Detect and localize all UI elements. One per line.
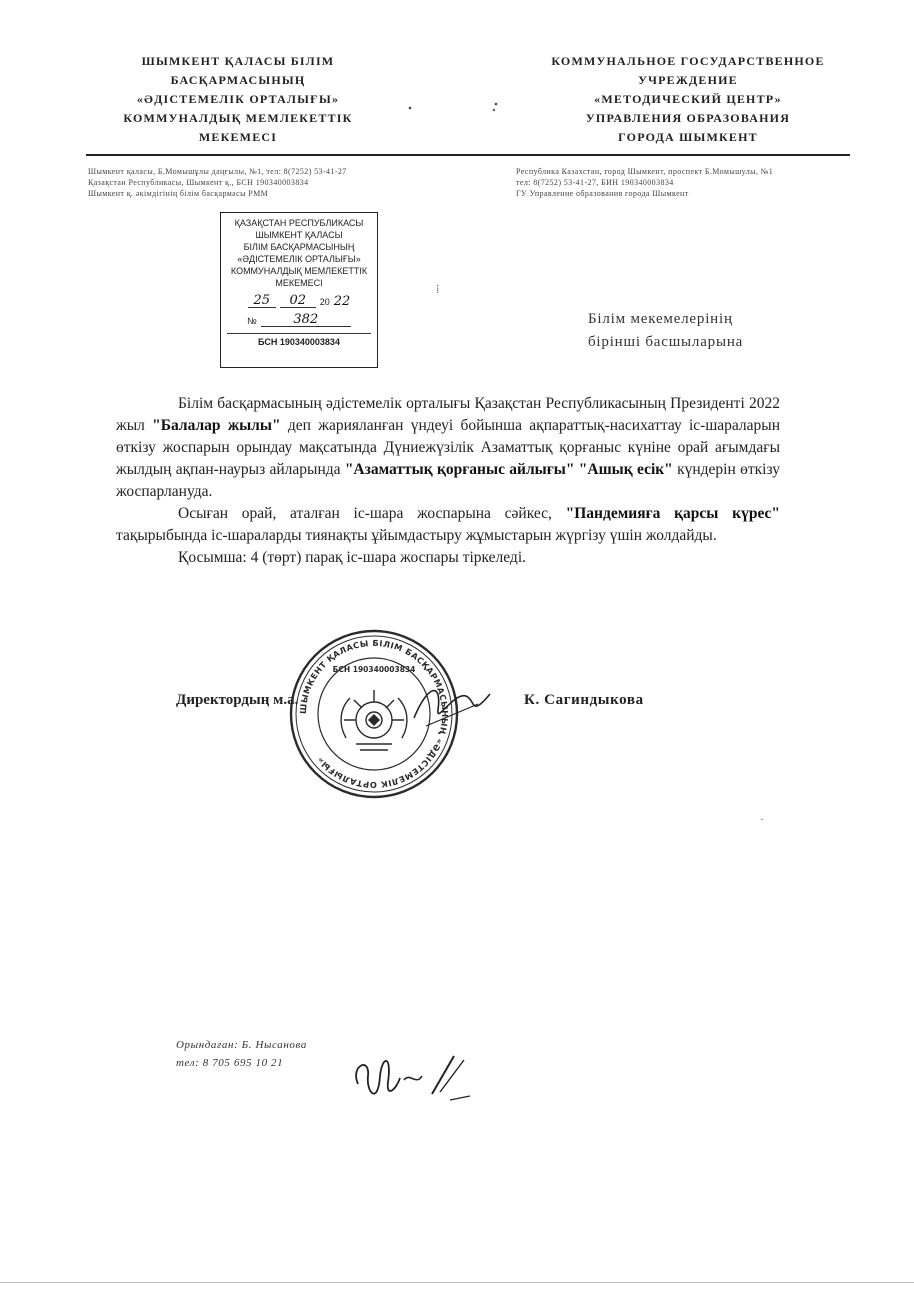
- executor-note: [176, 1036, 307, 1072]
- registration-line: БІЛІМ БАСҚАРМАСЫНЫҢ: [243, 242, 355, 252]
- registration-day: 25: [248, 295, 276, 308]
- letter-body: [116, 393, 780, 569]
- header-left-line: ШЫМКЕНТ ҚАЛАСЫ БІЛІМ: [141, 54, 335, 68]
- registration-line: «ӘДІСТЕМЕЛІК ОРТАЛЫҒЫ»: [237, 254, 361, 264]
- signature-role: Директордың м.а.: [176, 692, 299, 708]
- address-line: Қазақстан Республикасы, Шымкент қ., БСН 190340003834: [88, 178, 309, 187]
- addressee-line: бірінші басшыларына: [588, 334, 744, 350]
- header-left-line: «ӘДІСТЕМЕЛІК ОРТАЛЫҒЫ»: [136, 92, 340, 106]
- body-text-run: тақырыбында іс-шараларды тиянақты ұйымдастыру жұмыстарын жүргізу үшін жолдайды.: [116, 527, 717, 544]
- executor-phone: тел: 8 705 695 10 21: [176, 1057, 284, 1069]
- header-right-line: ГОРОДА ШЫМКЕНТ: [618, 130, 758, 144]
- header-left-address: [88, 166, 347, 199]
- seal-outer-text: ШЫМКЕНТ ҚАЛАСЫ БІЛІМ БАСҚАРМАСЫНЫҢ «ӘДІСТЕМЕЛІК ОРТАЛЫҒЫ»: [297, 637, 451, 791]
- addressee-line: Білім мекемелерінің: [588, 311, 733, 327]
- body-paragraph: [116, 547, 780, 569]
- header-right-line: «МЕТОДИЧЕСКИЙ ЦЕНТР»: [594, 92, 782, 106]
- header-left-line: БАСҚАРМАСЫНЫҢ: [170, 73, 306, 87]
- body-paragraph: [116, 503, 780, 547]
- body-bold-run: "Пандемияға қарсы күрес": [565, 505, 780, 522]
- registration-year-prefix: 20: [319, 297, 330, 307]
- header-right-line: УЧРЕЖДЕНИЕ: [638, 73, 738, 87]
- address-line: тел: 8(7252) 53-41-27, БИН 190340003834: [516, 178, 674, 187]
- header-right-line: УПРАВЛЕНИЯ ОБРАЗОВАНИЯ: [585, 111, 791, 125]
- margin-mark: ⁞: [436, 282, 440, 296]
- addressee: [588, 308, 743, 354]
- header-right-address: [516, 166, 773, 199]
- registration-number: [227, 314, 371, 327]
- registration-bin: БСН 190340003834: [227, 333, 371, 348]
- executor-name: Орындаған: Б. Нысанова: [176, 1039, 307, 1051]
- registration-month: 02: [280, 295, 316, 308]
- signature-name: К. Сагиндыкова: [524, 692, 644, 708]
- address-line: ГУ Управление образования города Шымкент: [516, 189, 689, 198]
- registration-year: 22: [333, 294, 351, 309]
- registration-number-value: 382: [261, 314, 351, 327]
- header-left-line: КОММУНАЛДЫҚ МЕМЛЕКЕТТІК: [123, 111, 353, 125]
- registration-line: ШЫМКЕНТ ҚАЛАСЫ: [255, 230, 343, 240]
- address-line: Шымкент қ. әкімдігінің білім басқармасы РММ: [88, 189, 269, 198]
- body-text-run: күндерін өткізу жоспарлануда.: [116, 461, 780, 500]
- body-bold-run: "Азаматтық қорғаныс айлығы" "Ашық есік": [344, 461, 673, 478]
- body-text-run: Білім басқармасының әдістемелік орталығы Қазақстан Республикасының Президенті 2022 жыл: [116, 395, 780, 434]
- header-right-org-name: [538, 52, 838, 147]
- body-bold-run: "Балалар жылы": [152, 417, 281, 434]
- seal-bin: БСН 190340003834: [332, 665, 416, 674]
- body-text-run: деп жарияланған үндеуі бойынша ақпараттық-насихаттау іс-шараларын өткізу жоспарын орындау мақсатында Дүниежүзілік Азаматтық қорғаныс күніне орай ағымдағы жылдың ақпан-наурыз айларында: [116, 417, 780, 478]
- header-right-line: КОММУНАЛЬНОЕ ГОСУДАРСТВЕННОЕ: [551, 54, 825, 68]
- header-left-line: МЕКЕМЕСІ: [198, 130, 278, 144]
- registration-line: МЕКЕМЕСІ: [275, 278, 323, 288]
- footer-signature-icon: [340, 1036, 480, 1116]
- body-paragraph: [116, 393, 780, 503]
- address-line: Республика Казахстан, город Шымкент, проспект Б.Момышулы, №1: [516, 167, 774, 176]
- director-signature-icon: [408, 674, 498, 734]
- registration-number-prefix: №: [247, 316, 257, 326]
- address-line: Шымкент қаласы, Б.Момышұлы даңғылы, №1, тел: 8(7252) 53-41-27: [88, 167, 347, 176]
- header-left-org-name: [88, 52, 388, 147]
- registration-date: [227, 295, 371, 308]
- body-text-run: Осыған орай, аталған іс-шара жоспарына сәйкес,: [178, 505, 566, 522]
- margin-dot: ·: [760, 812, 764, 826]
- registration-line: ҚАЗАҚСТАН РЕСПУБЛИКАСЫ: [234, 218, 364, 228]
- scan-edge: [0, 1282, 914, 1283]
- registration-line: КОММУНАЛДЫҚ МЕМЛЕКЕТТІК: [230, 266, 368, 276]
- registration-stamp: [220, 212, 378, 368]
- emblem-icon: [398, 82, 508, 142]
- body-text-run: Қосымша: 4 (төрт) парақ іс-шара жоспары тіркеледі.: [178, 549, 527, 566]
- header-divider: [86, 154, 850, 156]
